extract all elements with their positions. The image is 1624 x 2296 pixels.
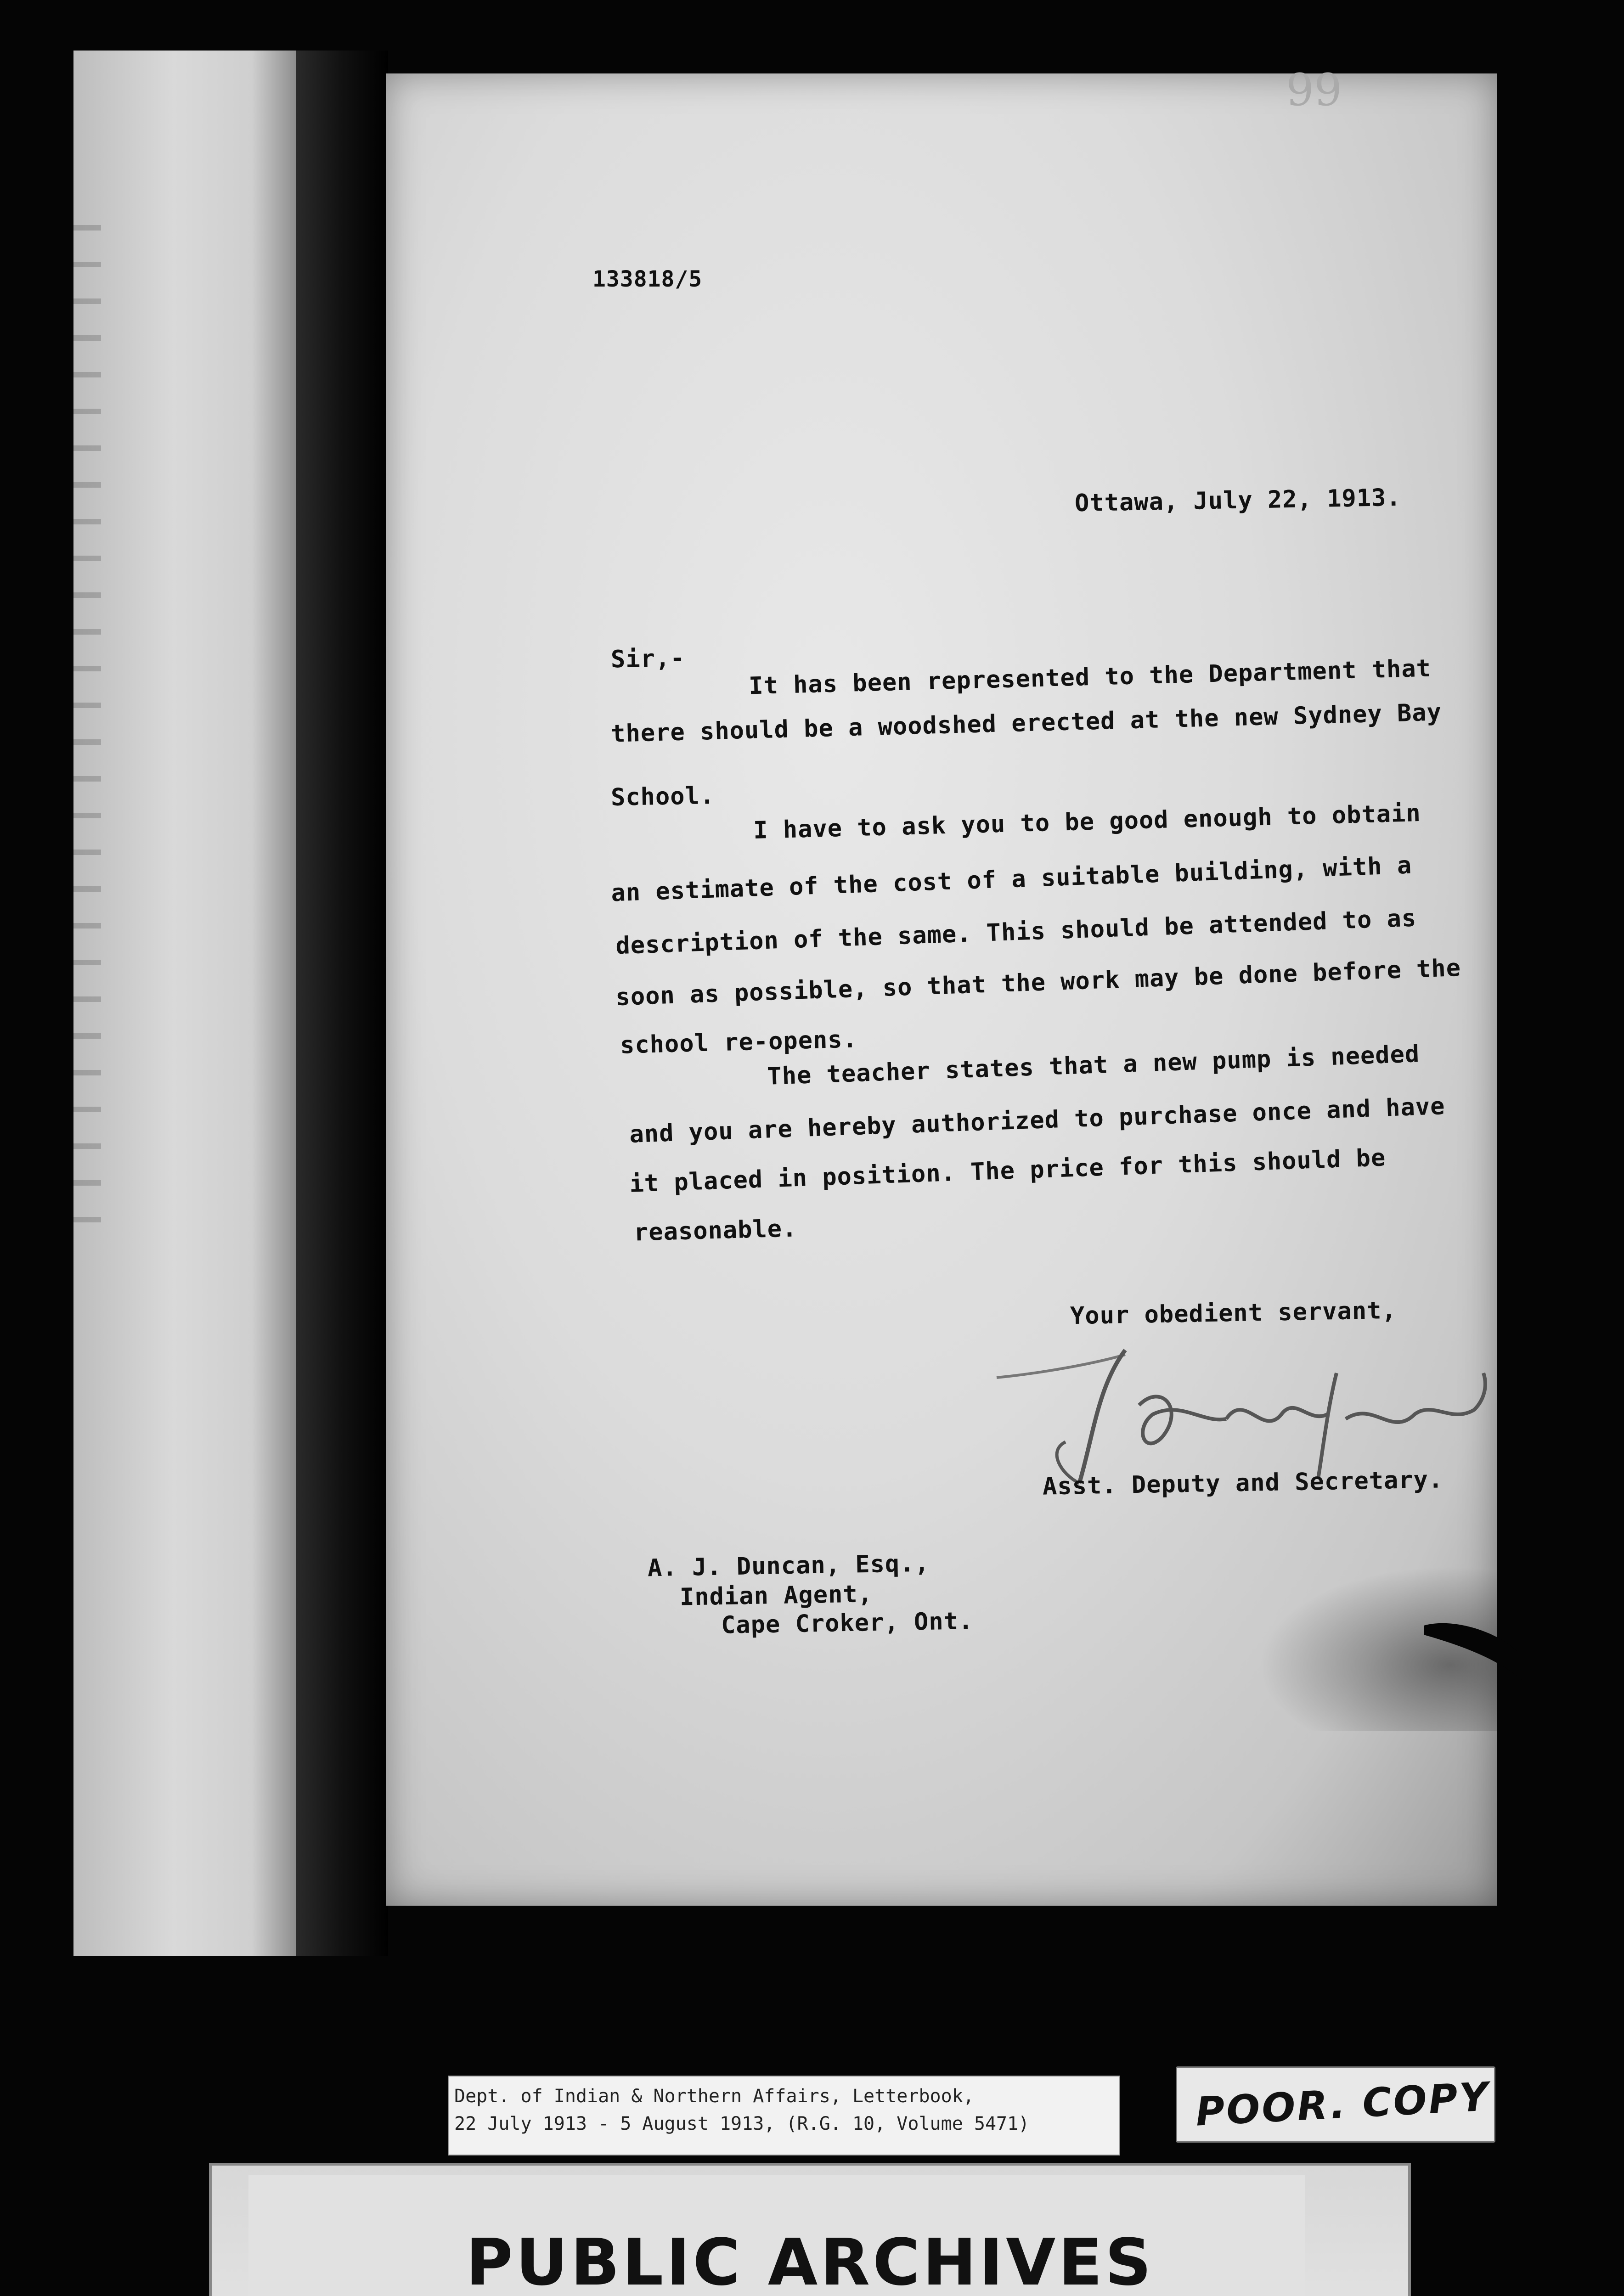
page-number: 99 bbox=[1286, 64, 1342, 116]
book-spine bbox=[296, 51, 388, 1956]
caption-line-2: 22 July 1913 - 5 August 1913, (R.G. 10, Volume 5471) bbox=[454, 2113, 1030, 2134]
date-line: Ottawa, July 22, 1913. bbox=[1074, 484, 1402, 518]
body-line: there should be a woodshed erected at the new Sydney Bay bbox=[610, 698, 1442, 748]
left-facing-page bbox=[73, 51, 296, 1956]
body-line: description of the same. This should be attended to as bbox=[615, 904, 1417, 960]
addressee-title: Indian Agent, bbox=[679, 1580, 873, 1611]
addressee-location: Cape Croker, Ont. bbox=[721, 1607, 974, 1639]
poor-copy-text: POOR. COPY bbox=[1194, 2074, 1491, 2135]
body-line: School. bbox=[610, 782, 715, 811]
body-line: soon as possible, so that the work may be done before the bbox=[615, 954, 1461, 1012]
caption-line-1: Dept. of Indian & Northern Affairs, Letterbook, bbox=[454, 2086, 974, 2107]
body-line: it placed in position. The price for this should be bbox=[629, 1144, 1387, 1198]
archive-caption-label bbox=[448, 2076, 1120, 2155]
file-number: 133818/5 bbox=[592, 266, 703, 292]
addressee-name: A. J. Duncan, Esq., bbox=[647, 1549, 930, 1582]
closing: Your obedient servant, bbox=[1070, 1296, 1397, 1330]
salutation: Sir,- bbox=[610, 644, 686, 674]
body-line: an estimate of the cost of a suitable building, with a bbox=[610, 851, 1413, 907]
left-page-edge-marks bbox=[73, 225, 101, 1235]
body-line: The teacher states that a new pump is needed bbox=[767, 1040, 1421, 1091]
signature-title: Asst. Deputy and Secretary. bbox=[1042, 1466, 1444, 1501]
stamp-line-1: PUBLIC ARCHIVES bbox=[466, 2225, 1154, 2296]
body-line: and you are hereby authorized to purchase once and have bbox=[629, 1092, 1446, 1148]
public-archives-stamp bbox=[209, 2163, 1411, 2296]
poor-copy-label bbox=[1176, 2066, 1495, 2143]
body-line: I have to ask you to be good enough to obtain bbox=[753, 799, 1421, 845]
paper-clip-shadow bbox=[1419, 1616, 1525, 1681]
body-line: It has been represented to the Department that bbox=[748, 654, 1432, 700]
body-line: reasonable. bbox=[633, 1215, 798, 1247]
body-line: school re-opens. bbox=[620, 1025, 858, 1059]
